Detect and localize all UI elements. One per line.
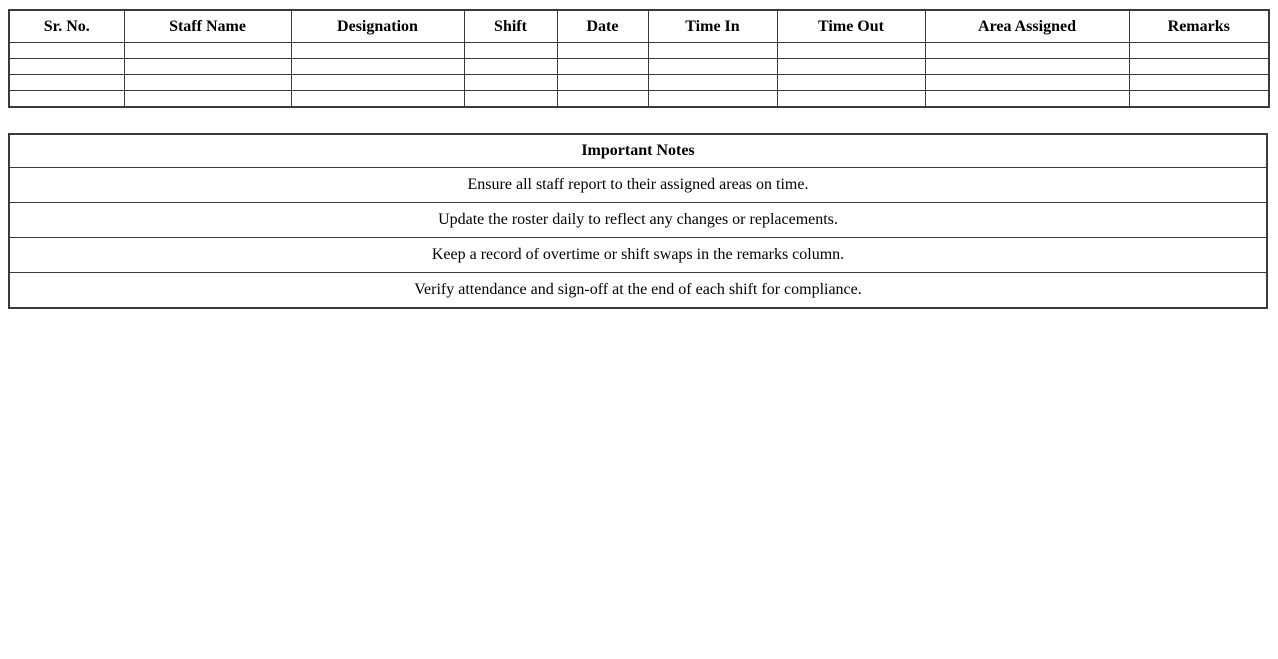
roster-empty-cell [925,91,1129,108]
roster-empty-cell [124,75,291,91]
column-header-time-in: Time In [648,10,777,43]
note-text: Update the roster daily to reflect any changes or replacements. [9,203,1267,238]
roster-empty-cell [9,43,124,59]
roster-empty-cell [464,75,557,91]
roster-empty-cell [777,91,925,108]
note-text: Ensure all staff report to their assigned areas on time. [9,168,1267,203]
roster-empty-cell [557,91,648,108]
roster-empty-cell [925,59,1129,75]
important-notes-table [8,133,1268,309]
roster-empty-cell [464,91,557,108]
roster-empty-cell [557,59,648,75]
roster-empty-cell [648,59,777,75]
roster-header-row [9,10,1269,43]
roster-empty-cell [291,75,464,91]
roster-empty-cell [1129,59,1269,75]
column-header-designation: Designation [291,10,464,43]
column-header-sr-no: Sr. No. [9,10,124,43]
note-row [9,203,1267,238]
note-text: Keep a record of overtime or shift swaps in the remarks column. [9,238,1267,273]
roster-empty-cell [557,75,648,91]
column-header-time-out: Time Out [777,10,925,43]
roster-empty-cell [925,75,1129,91]
roster-empty-cell [925,43,1129,59]
roster-empty-cell [648,91,777,108]
roster-empty-cell [291,59,464,75]
roster-empty-row [9,91,1269,108]
column-header-area-assigned: Area Assigned [925,10,1129,43]
notes-title: Important Notes [9,134,1267,168]
roster-empty-cell [557,43,648,59]
roster-empty-cell [9,91,124,108]
roster-empty-cell [1129,75,1269,91]
note-row [9,168,1267,203]
notes-header-row [9,134,1267,168]
roster-empty-cell [291,91,464,108]
column-header-remarks: Remarks [1129,10,1269,43]
roster-empty-cell [464,43,557,59]
staff-roster-table [8,9,1270,108]
roster-empty-cell [124,43,291,59]
note-text: Verify attendance and sign-off at the end of each shift for compliance. [9,273,1267,309]
roster-empty-cell [777,59,925,75]
roster-empty-cell [124,91,291,108]
column-header-staff-name: Staff Name [124,10,291,43]
note-row [9,273,1267,309]
roster-empty-cell [1129,43,1269,59]
roster-empty-row [9,43,1269,59]
roster-empty-cell [9,75,124,91]
roster-empty-cell [291,43,464,59]
column-header-shift: Shift [464,10,557,43]
roster-empty-cell [648,75,777,91]
roster-empty-cell [777,43,925,59]
roster-empty-row [9,75,1269,91]
roster-empty-cell [9,59,124,75]
roster-empty-cell [648,43,777,59]
roster-empty-cell [777,75,925,91]
roster-empty-row [9,59,1269,75]
roster-empty-cell [1129,91,1269,108]
roster-empty-cell [464,59,557,75]
column-header-date: Date [557,10,648,43]
note-row [9,238,1267,273]
roster-empty-cell [124,59,291,75]
